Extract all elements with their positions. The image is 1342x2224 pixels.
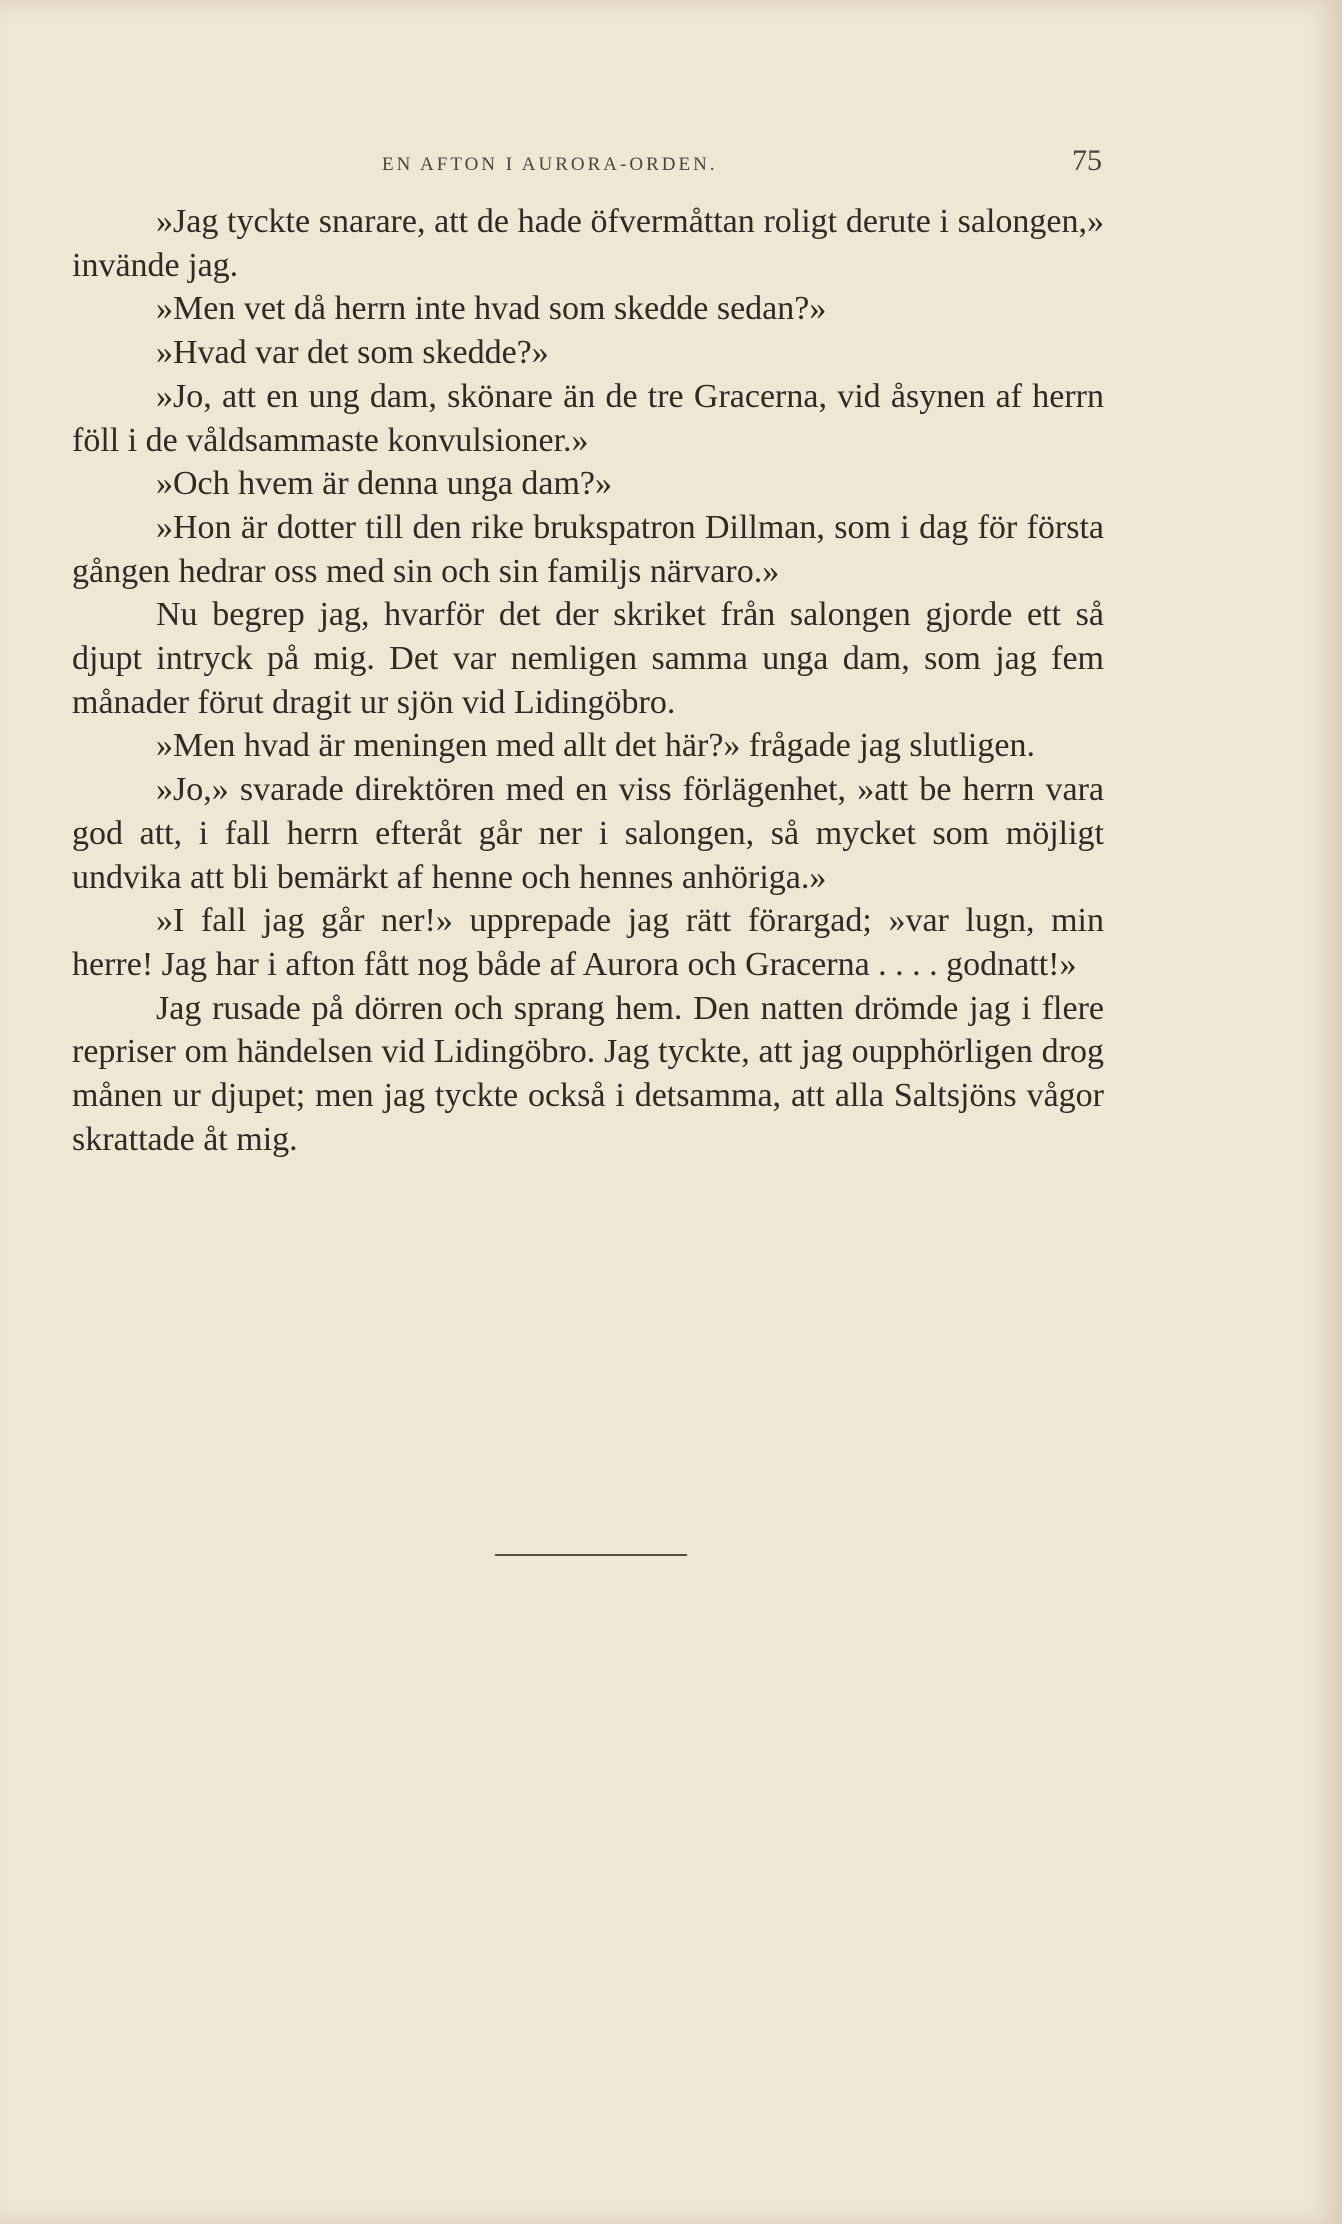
paragraph: »Hon är dotter till den rike brukspatron Dillman, som i dag för första gången hedrar oss med sin och sin familjs närvaro.» bbox=[72, 508, 1104, 590]
paragraph: »Och hvem är denna unga dam?» bbox=[156, 465, 612, 503]
page-header bbox=[72, 146, 1102, 186]
paragraph: »Jo, att en ung dam, skönare än de tre Gracerna, vid åsynen af herrn föll i de våldsammaste konvulsioner.» bbox=[72, 377, 1104, 459]
paragraph: Jag rusade på dörren och sprang hem. Den natten drömde jag i flere repriser om händelsen vid Lidingöbro. Jag tyckte, att jag oupphörligen drog månen ur djupet; men jag tyckte också i detsamma, att alla Saltsjöns vågor skrattade åt mig. bbox=[72, 989, 1104, 1158]
paragraph: »Jo,» svarade direktören med en viss förlägenhet, »att be herrn vara god att, i fall herrn efteråt går ner i salongen, så mycket som möjligt undvika att bli bemärkt af henne och hennes anhöriga.» bbox=[72, 771, 1104, 896]
paragraph: Nu begrep jag, hvarför det der skriket från salongen gjorde ett så djupt intryck på mig. Det var nemligen samma unga dam, som jag fem månader förut dragit ur sjön vid Lidingöbro. bbox=[72, 596, 1104, 721]
paragraph: »Men hvad är meningen med allt det här?» frågade jag slutligen. bbox=[156, 727, 1035, 765]
running-title: EN AFTON I AURORA-ORDEN. bbox=[382, 154, 718, 175]
paragraph: »Hvad var det som skedde?» bbox=[156, 334, 549, 372]
page-number: 75 bbox=[1072, 144, 1102, 177]
paragraph: »Jag tyckte snarare, att de hade öfvermåttan roligt derute i salongen,» invände jag. bbox=[72, 203, 1104, 284]
paragraph: »I fall jag går ner!» upprepade jag rätt förargad; »var lugn, min herre! Jag har i afton fått nog både af Aurora och Gracerna . . . . godnatt!» bbox=[72, 902, 1104, 983]
body-text bbox=[72, 200, 1104, 1161]
paragraph: »Men vet då herrn inte hvad som skedde sedan?» bbox=[156, 290, 827, 328]
section-end-rule bbox=[495, 1554, 687, 1556]
